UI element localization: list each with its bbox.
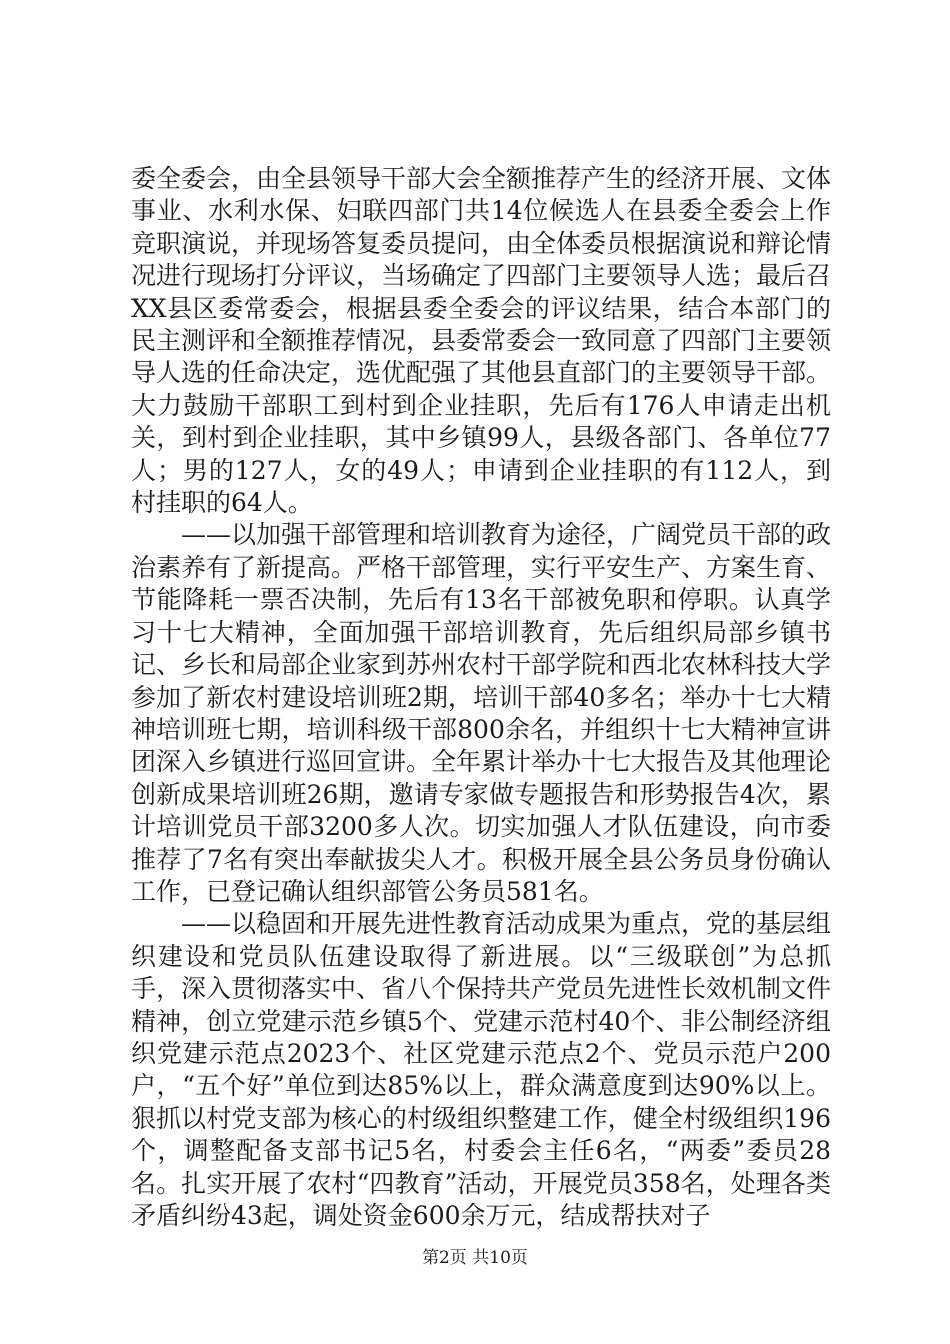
page-footer: 第2页 共10页 bbox=[422, 1248, 528, 1268]
paragraph-2: ——以加强干部管理和培训教育为途径，广阔党员干部的政治素养有了新提高。严格干部管理，实行平安生产、方案生育、节能降耗一票否决制，先后有13名干部被免职和停职。认真学习十七大精神，全面加强干部培训教育，先后组织局部乡镇书记、乡长和局部企业家到苏州农村干部学院和西北农林科技大学参加了新农村建设培训班2期，培训干部40多名；举办十七大精神培训班七期，培训科级干部800余名，并组织十七大精神宣讲团深入乡镇进行巡回宣讲。全年累计举办十七大报告及其他理论创新成果培训班26期，邀请专家做专题报告和形势报告4次，累计培训党员干部3200多人次。切实加强人才队伍建设，向市委推荐了7名有突出奉献拔尖人才。积极开展全县公务员身份确认工作，已登记确认组织部管公务员581名。 bbox=[131, 520, 832, 906]
document-body bbox=[131, 163, 831, 1232]
paragraph-3: ——以稳固和开展先进性教育活动成果为重点，党的基层组织建设和党员队伍建设取得了新进展。以“三级联创”为总抓手，深入贯彻落实中、省八个保持共产党员先进性长效机制文件精神，创立党建示范乡镇5个、党建示范村40个、非公制经济组织党建示范点2023个、社区党建示范点2个、党员示范户200户，“五个好”单位到达85%以上，群众满意度到达90%以上。狠抓以村党支部为核心的村级组织整建工作，健全村级组织196个，调整配备支部书记5名，村委会主任6名，“两委”委员28名。扎实开展了农村“四教育”活动，开展党员358名，处理各类矛盾纠纷43起，调处资金600余万元，结成帮扶对子 bbox=[131, 909, 832, 1230]
paragraph-1: 委全委会，由全县领导干部大会全额推荐产生的经济开展、文体事业、水利水保、妇联四部门共14位候选人在县委全委会上作竞职演说，并现场答复委员提问，由全体委员根据演说和辩论情况进行现场打分评议，当场确定了四部门主要领导人选；最后召XX县区委常委会，根据县委全委会的评议结果，结合本部门的民主测评和全额推荐情况，县委常委会一致同意了四部门主要领导人选的任命决定，选优配强了其他县直部门的主要领导干部。大力鼓励干部职工到村到企业挂职，先后有176人申请走出机关，到村到企业挂职，其中乡镇99人，县级各部门、各单位77人；男的127人，女的49人；申请到企业挂职的有112人，到村挂职的64人。 bbox=[131, 164, 832, 518]
